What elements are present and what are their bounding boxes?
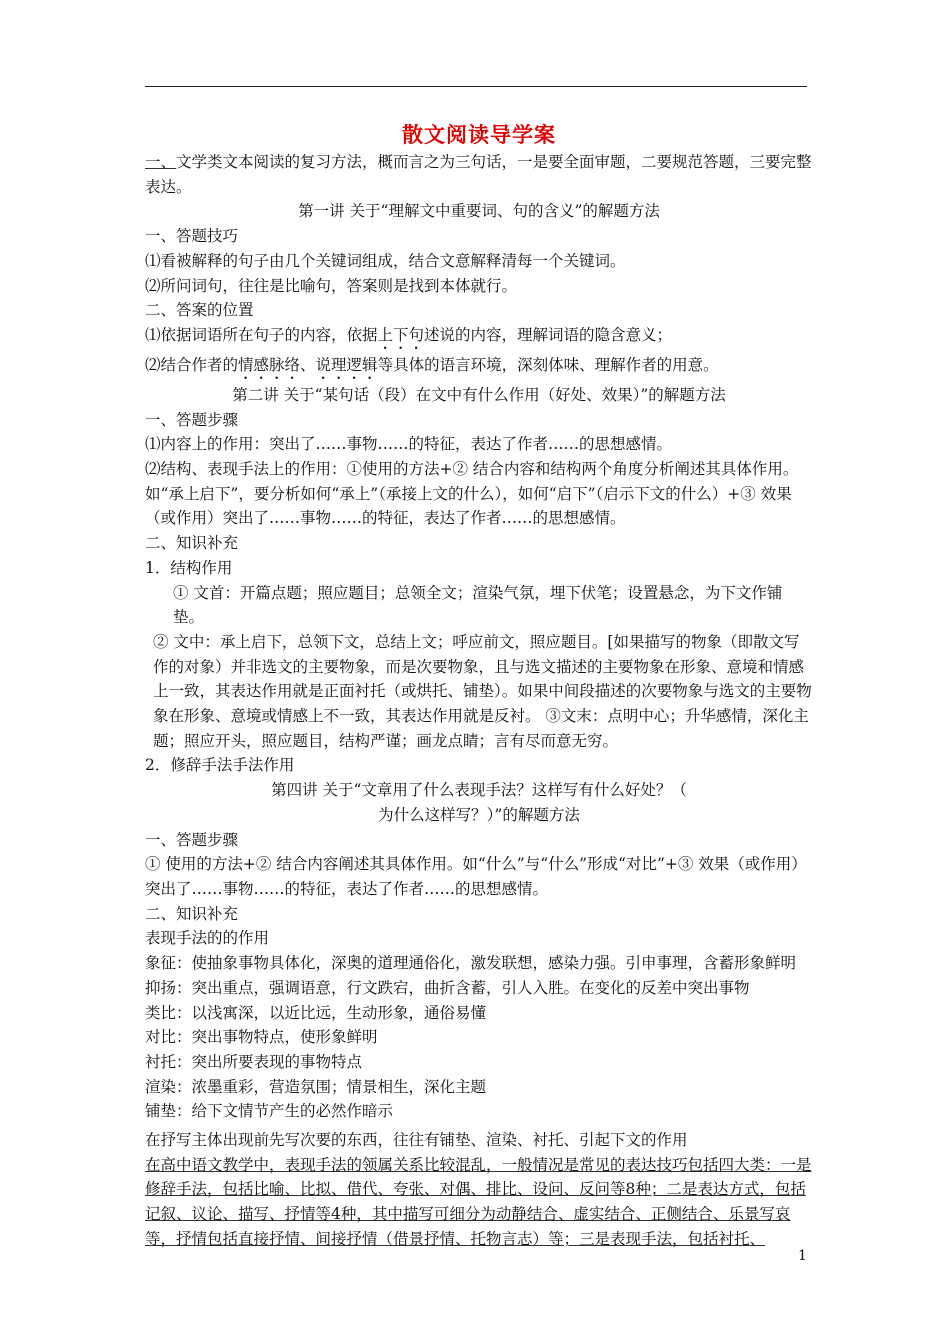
text-run: ⑴依据词语所在句子的内容，依据 — [145, 325, 378, 344]
lecture2-subheading-structure: 1．结构作用 — [145, 558, 233, 577]
intro-text: 文学类文本阅读的复习方法，概而言之为三句话，一是要全面审题，二要规范答题，三要完整表达。 — [145, 153, 812, 196]
lecture2-subheading-steps: 一、答题步骤 — [145, 410, 239, 429]
lecture4-subheading-knowledge: 二、知识补充 — [145, 904, 239, 923]
emphasis-text: 情感脉络 — [238, 355, 301, 374]
lecture2-paragraph: ① 文首：开篇点题；照应题目；总领全文；渲染气氛，埋下伏笔；设置悬念，为下文作铺垫。 — [173, 583, 783, 627]
lecture4-subheading-steps: 一、答题步骤 — [145, 830, 239, 849]
lecture1-subheading-skills: 一、答题技巧 — [145, 227, 239, 246]
document-body — [145, 120, 813, 1252]
lecture1-paragraph — [145, 353, 813, 383]
page-number: 1 — [798, 1248, 807, 1264]
lecture4-heading-line2: 为什么这样写？）”的解题方法 — [378, 805, 580, 824]
technique-item: 对比：突出事物特点，使形象鲜明 — [145, 1028, 378, 1047]
lecture2-subheading-rhetoric: 2．修辞手法手法作用 — [145, 756, 295, 775]
lecture2-paragraph: ⑴内容上的作用：突出了……事物……的特征，表达了作者……的思想感情。 — [145, 435, 673, 454]
lecture4-paragraph: ① 使用的方法+② 结合内容阐述其具体作用。如“什么”与“什么”形成“对比”+③ 效果（或作用）突出了……事物……的特征，表达了作者……的思想感情。 — [145, 855, 807, 898]
emphasis-text: 说理逻辑 — [315, 355, 378, 374]
lecture4-paragraph: 表现手法的的作用 — [145, 929, 270, 948]
technique-item: 抑扬：突出重点，强调语意，行文跌宕，曲折含蓄，引人入胜。在变化的反差中突出事物 — [145, 978, 750, 997]
technique-item: 类比：以浅寓深，以近比远，生动形象，通俗易懂 — [145, 1003, 487, 1022]
lecture2-subheading-knowledge: 二、知识补充 — [145, 534, 239, 553]
technique-item: 铺垫：给下文情节产生的必然作暗示 — [145, 1102, 394, 1121]
lecture2-heading: 第二讲 关于“某句话（段）在文中有什么作用（好处、效果）”的解题方法 — [232, 385, 726, 404]
page-title: 散文阅读导学案 — [402, 122, 556, 147]
lecture1-heading: 第一讲 关于“理解文中重要词、句的含义”的解题方法 — [298, 202, 660, 221]
text-run: ⑵结合作者的 — [145, 355, 239, 374]
text-run: 等具体的语言环境，深刻体味、理解作者的用意。 — [377, 355, 719, 374]
emphasis-text: 上下句 — [377, 325, 425, 344]
intro-prefix: 一、 — [145, 153, 177, 171]
text-run: 、 — [300, 355, 316, 374]
lecture4-paragraph: 在抒写主体出现前先写次要的东西，往往有铺垫、渲染、衬托、引起下文的作用 — [145, 1131, 688, 1150]
technique-item: 象征：使抽象事物具体化，深奥的道理通俗化，激发联想，感染力强。引申事理，含蓄形象鲜明 — [145, 954, 797, 973]
lecture1-subheading-position: 二、答案的位置 — [145, 301, 254, 320]
technique-item: 衬托：突出所要表现的事物特点 — [145, 1052, 363, 1071]
header-rule — [145, 86, 807, 87]
text-run: 述说的内容，理解词语的隐含意义； — [424, 325, 673, 344]
lecture1-paragraph: ⑴看被解释的句子由几个关键词组成，结合文意解释清每一个关键词。 — [145, 251, 626, 270]
lecture1-paragraph: ⑵所问词句，往往是比喻句，答案则是找到本体就行。 — [145, 276, 518, 295]
intro-paragraph — [145, 150, 813, 199]
lecture2-paragraph: ⑵结构、表现手法上的作用：①使用的方法+② 结合内容和结构两个角度分析阐述其具体作用。如“承上启下”，要分析如何“承上”（承接上文的什么），如何“启下”（启示下文的什么）+③ 效果（或作用）突出了……事物……的特征，表达了作者……的思想感情。 — [145, 460, 799, 528]
lecture4-underlined-paragraph: 在高中语文教学中，表现手法的领属关系比较混乱，一般情况是常见的表达技巧包括四大类：一是修辞手法，包括比喻、比拟、借代、夸张、对偶、排比、设问、反问等8种；二是表达方式，包括记叙、议论、描写、抒情等4种，其中描写可细分为动静结合、虚实结合、正侧结合、乐景写哀等，抒情包括直接抒情、间接抒情（借景抒情、托物言志）等；三是表现手法，包括衬托、 — [145, 1155, 812, 1248]
technique-item: 渲染：浓墨重彩，营造氛围；情景相生，深化主题 — [145, 1077, 487, 1096]
lecture2-paragraph: ② 文中：承上启下，总领下文，总结上文；呼应前文，照应题目。[如果描写的物象（即散文写作的对象）并非选文的主要物象，而是次要物象，且与选文描述的主要物象在形象、意境和情感上一致，其表达作用就是正面衬托（或烘托、铺垫）。如果中间段描述的次要物象与选文的主要物象在形象、意境或情感上不一致，其表达作用就是反衬。 ③文末：点明中心；升华感情，深化主题；照应开头，照应题目，结构严谨；画龙点睛；言有尽而意无穷。 — [153, 632, 812, 750]
lecture4-heading-line1: 第四讲 关于“文章用了什么表现手法？这样写有什么好处？（ — [271, 781, 687, 800]
lecture1-paragraph — [145, 323, 813, 353]
